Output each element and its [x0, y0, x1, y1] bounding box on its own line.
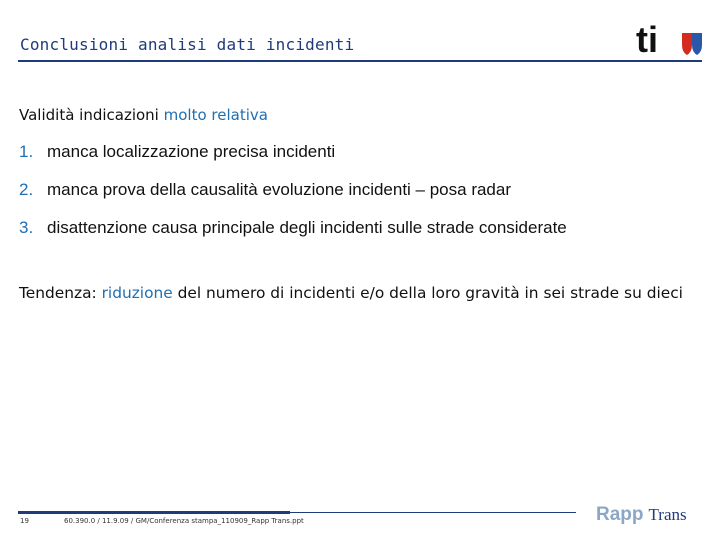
brand-rapp: Rapp [596, 504, 644, 525]
list-number: 2. [19, 180, 34, 199]
slide-title: Conclusioni analisi dati incidenti [20, 35, 355, 54]
validity-heading [19, 106, 268, 124]
page-number: 19 [20, 517, 29, 525]
ticino-logo [636, 22, 702, 58]
logo-text: ti [636, 22, 658, 58]
list-item [19, 142, 567, 162]
heading-prefix: Validità indicazioni [19, 106, 164, 124]
heading-highlight: molto relativa [163, 106, 268, 124]
footer-divider-right [290, 512, 576, 513]
trend-text: del numero di incidenti e/o della loro gravità in sei strade su dieci [172, 284, 683, 302]
title-divider [18, 60, 702, 62]
trend-highlight: riduzione [101, 284, 173, 302]
list-text: manca localizzazione precisa incidenti [47, 142, 336, 161]
trend-statement [19, 282, 709, 304]
brand-trans: Trans [648, 505, 687, 524]
trend-label: Tendenza: [19, 284, 102, 302]
ticino-shield-icon [682, 33, 702, 55]
list-item [19, 180, 567, 200]
list-text: disattenzione causa principale degli incidenti sulle strade considerate [47, 218, 567, 237]
document-reference: 60.390.0 / 11.9.09 / GM/Conferenza stampa_110909_Rapp Trans.ppt [64, 517, 304, 525]
list-number: 3. [19, 218, 34, 237]
footer-divider-left [18, 511, 290, 514]
rapp-trans-logo [596, 504, 687, 526]
list-item [19, 218, 567, 238]
findings-list [19, 142, 567, 256]
list-text: manca prova della causalità evoluzione incidenti – posa radar [47, 180, 512, 199]
list-number: 1. [19, 142, 34, 161]
